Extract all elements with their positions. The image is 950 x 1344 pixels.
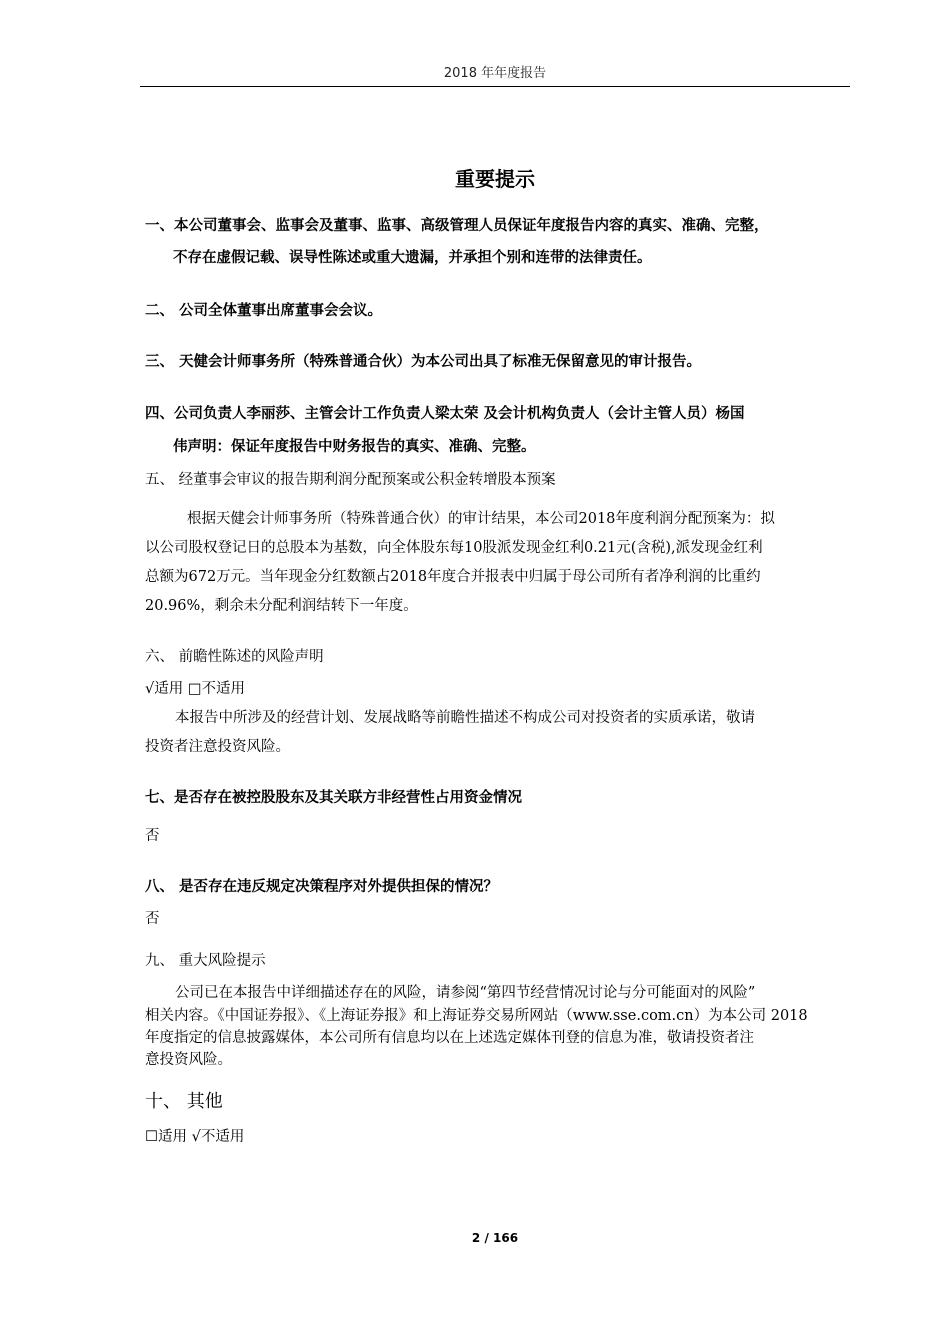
item-8-answer: 否	[145, 911, 160, 927]
item-3: 三、 天健会计师事务所（特殊普通合伙）为本公司出具了标准无保留意见的审计报告。	[145, 354, 702, 370]
page-number: 2 / 166	[471, 1231, 519, 1245]
item-9-heading: 九、 重大风险提示	[145, 953, 266, 969]
item-5-para-line-2: 以公司股权登记日的总股本为基数，向全体股东每10股派发现金红利0.21元(含税),派发现金红利	[145, 540, 763, 556]
item-2: 二、 公司全体董事出席董事会会议。	[145, 303, 383, 319]
item-9-para-line-4: 意投资风险。	[145, 1052, 232, 1068]
page-title: 重要提示	[455, 167, 535, 191]
item-6-para-line-1: 本报告中所涉及的经营计划、发展战略等前瞻性描述不构成公司对投资者的实质承诺，敬请	[175, 710, 755, 726]
item-4-line-1: 四、公司负责人李丽莎、主管会计工作负责人梁太荣 及会计机构负责人（会计主管人员）杨国	[145, 406, 745, 422]
item-6-heading: 六、 前瞻性陈述的风险声明	[145, 649, 324, 665]
item-5-para-line-3: 总额为672万元。当年现金分红数额占2018年度合并报表中归属于母公司所有者净利润的比重约	[145, 569, 761, 585]
item-9-para-line-3: 年度指定的信息披露媒体，本公司所有信息均以在上述选定媒体刊登的信息为准，敬请投资者注	[145, 1030, 754, 1046]
item-9-para-line-2: 相关内容。《中国证券报》、《上海证券报》和上海证券交易所网站（www.sse.com.cn）为本公司 2018	[145, 1008, 808, 1024]
header-divider	[140, 86, 850, 87]
item-7-answer: 否	[145, 828, 160, 844]
item-10-heading: 十、 其他	[145, 1091, 223, 1112]
item-1-line-2: 不存在虚假记载、误导性陈述或重大遗漏，并承担个别和连带的法律责任。	[173, 250, 652, 266]
item-5-para-line-1: 根据天健会计师事务所（特殊普通合伙）的审计结果，本公司2018年度利润分配预案为：拟	[187, 511, 775, 527]
item-1-line-1: 一、本公司董事会、监事会及董事、监事、高级管理人员保证年度报告内容的真实、准确、完整，	[145, 218, 769, 234]
item-6-para-line-2: 投资者注意投资风险。	[145, 739, 290, 755]
item-8-heading: 八、 是否存在违反规定决策程序对外提供担保的情况？	[145, 879, 499, 895]
item-5-para-line-4: 20.96%，剩余未分配利润结转下一年度。	[145, 598, 418, 614]
item-4-line-2: 伟声明：保证年度报告中财务报告的真实、准确、完整。	[173, 439, 536, 455]
item-6-applicable-checkbox: √适用 □不适用	[145, 681, 246, 697]
item-10-applicable-checkbox: ☐适用 √不适用	[145, 1129, 245, 1145]
item-7-heading: 七、是否存在被控股股东及其关联方非经营性占用资金情况	[145, 790, 522, 806]
item-5-heading: 五、 经董事会审议的报告期利润分配预案或公积金转增股本预案	[145, 472, 556, 488]
page-header: 2018 年年度报告	[443, 66, 547, 81]
item-9-para-line-1: 公司已在本报告中详细描述存在的风险，请参阅“第四节经营情况讨论与分可能面对的风险”	[175, 985, 756, 1001]
